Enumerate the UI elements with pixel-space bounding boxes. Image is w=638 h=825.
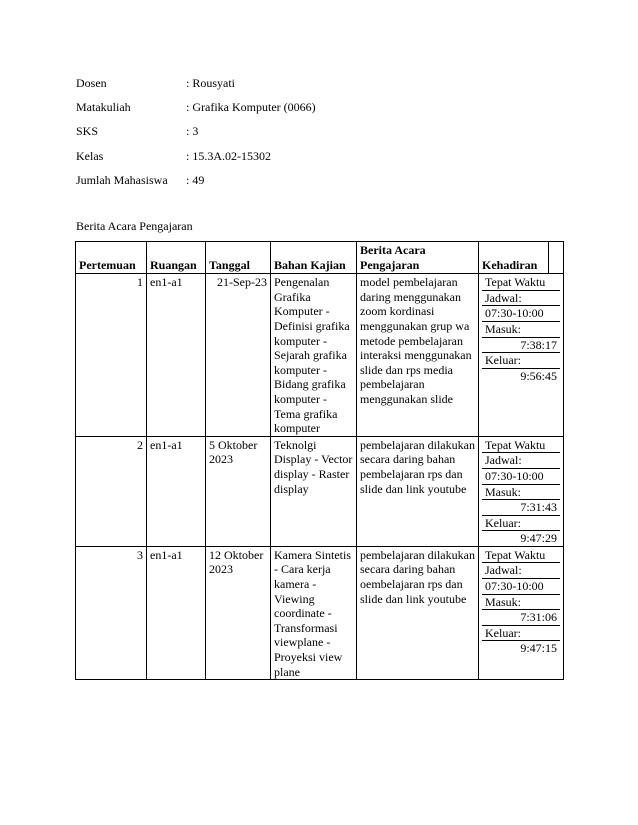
attendance-masuk-label: Masuk:: [482, 485, 560, 501]
attendance-status: Tepat Waktu: [482, 548, 560, 564]
cell-ruangan: en1-a1: [147, 546, 206, 679]
course-info: [76, 76, 556, 197]
attendance-masuk: 7:31:43: [482, 500, 560, 516]
cell-pertemuan: 2: [76, 436, 147, 546]
attendance-jadwal-label: Jadwal:: [482, 453, 560, 469]
info-value: : Rousyati: [186, 76, 236, 90]
attendance-keluar: 9:56:45: [520, 368, 557, 383]
cell-pertemuan: 1: [76, 274, 147, 437]
header-bahan-kajian: Bahan Kajian: [271, 242, 357, 274]
info-value: : Grafika Komputer (0066): [186, 100, 316, 115]
table-row: [76, 546, 564, 679]
header-tanggal: Tanggal: [206, 242, 271, 274]
cell-kehadiran: [479, 274, 564, 437]
info-row-kelas: [76, 149, 556, 173]
attendance-jadwal-label: Jadwal:: [482, 291, 560, 307]
teaching-record-table: [75, 241, 564, 680]
table-row: [76, 274, 564, 437]
attendance-keluar-label: Keluar:: [482, 516, 560, 532]
info-label: Jumlah Mahasiswa: [76, 172, 168, 187]
cell-tanggal: 12 Oktober 2023: [206, 546, 271, 679]
cell-kehadiran: [479, 546, 564, 679]
attendance-masuk-label: Masuk:: [482, 595, 560, 611]
attendance-jadwal: 07:30-10:00: [482, 579, 560, 595]
attendance-jadwal: 07:30-10:00: [482, 469, 560, 485]
info-label: SKS: [76, 124, 99, 139]
info-row-dosen: [76, 76, 556, 100]
attendance-masuk-label: Masuk:: [482, 322, 560, 338]
table-row: [76, 436, 564, 546]
info-row-sks: [76, 124, 556, 148]
header-berita-acara: Berita Acara Pengajaran: [357, 242, 479, 274]
info-value: : 49: [186, 172, 205, 187]
header-pertemuan: Pertemuan: [76, 242, 147, 274]
cell-tanggal: 21-Sep-23: [206, 274, 271, 437]
info-label: Kelas: [76, 148, 104, 163]
header-ruangan: Ruangan: [147, 242, 206, 274]
info-label: Dosen: [76, 76, 107, 90]
attendance-status: Tepat Waktu: [482, 275, 560, 291]
attendance-jadwal-label: Jadwal:: [482, 563, 560, 579]
attendance-keluar-label: Keluar:: [482, 353, 560, 369]
cell-bahan-kajian: Kamera Sintetis - Cara kerja kamera - Viewing coordinate - Transformasi viewplane - Proyeksi view plane: [271, 546, 357, 679]
header-empty: [549, 242, 564, 274]
table-header-row: [76, 242, 564, 274]
attendance-keluar-label: Keluar:: [482, 626, 560, 642]
info-label: Matakuliah: [76, 100, 131, 115]
cell-kehadiran: [479, 436, 564, 546]
info-value: : 3: [186, 124, 199, 139]
header-kehadiran: Kehadiran: [479, 242, 549, 274]
cell-berita-acara: pembelajaran dilakukan secara daring bahan pembelajaran rps dan slide dan link youtube: [357, 436, 479, 546]
section-title: Berita Acara Pengajaran: [76, 219, 193, 233]
attendance-jadwal: 07:30-10:00: [482, 306, 560, 322]
attendance-status: Tepat Waktu: [482, 438, 560, 454]
cell-ruangan: en1-a1: [147, 274, 206, 437]
cell-berita-acara: model pembelajaran daring menggunakan zoom kordinasi menggunakan grup wa metode pembelajaran interaksi menggunakan slide dan rps media pembelajaran menggunakan slide: [357, 274, 479, 437]
attendance-keluar: 9:47:15: [520, 641, 557, 656]
info-row-matakuliah: [76, 100, 556, 124]
cell-bahan-kajian: Teknolgi Display - Vector display - Raster display: [271, 436, 357, 546]
attendance-masuk: 7:38:17: [482, 338, 560, 354]
cell-bahan-kajian: Pengenalan Grafika Komputer - Definisi grafika komputer - Sejarah grafika komputer - Bidang grafika komputer - Tema grafika komputer: [271, 274, 357, 437]
attendance-masuk: 7:31:06: [482, 610, 560, 626]
cell-ruangan: en1-a1: [147, 436, 206, 546]
attendance-keluar: 9:47:29: [520, 531, 557, 546]
info-row-jumlah-mahasiswa: [76, 173, 556, 197]
cell-tanggal: 5 Oktober 2023: [206, 436, 271, 546]
info-value: : 15.3A.02-15302: [186, 148, 271, 163]
cell-berita-acara: pembelajaran dilakukan secara daring bahan oembelajaran rps dan slide dan link youtube: [357, 546, 479, 679]
cell-pertemuan: 3: [76, 546, 147, 679]
